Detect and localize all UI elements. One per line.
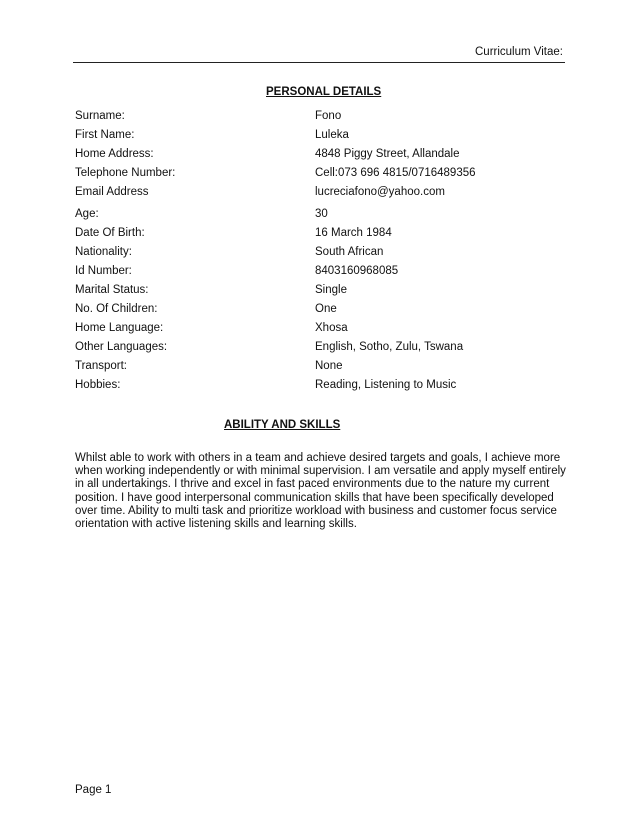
detail-label: Transport: <box>75 360 127 372</box>
detail-label: Surname: <box>75 110 125 122</box>
detail-value: lucreciafono@yahoo.com <box>315 186 445 198</box>
personal-details-list <box>75 108 565 396</box>
personal-details-heading: PERSONAL DETAILS <box>266 86 382 98</box>
detail-value: 8403160968085 <box>315 265 399 277</box>
detail-value: Reading, Listening to Music <box>315 379 457 391</box>
page-number: Page 1 <box>75 784 112 796</box>
detail-row-other-languages <box>75 339 565 358</box>
detail-value: South African <box>315 246 384 258</box>
detail-label: Telephone Number: <box>75 167 176 179</box>
detail-value: 30 <box>315 208 328 220</box>
detail-row-hobbies <box>75 377 565 396</box>
detail-value: 4848 Piggy Street, Allandale <box>315 148 460 160</box>
detail-row-first-name <box>75 127 565 146</box>
detail-value: Xhosa <box>315 322 348 334</box>
detail-row-age <box>75 206 565 225</box>
detail-value: Single <box>315 284 347 296</box>
detail-label: Nationality: <box>75 246 132 258</box>
detail-label: Home Language: <box>75 322 164 334</box>
detail-row-date-of-birth <box>75 225 565 244</box>
detail-row-email <box>75 184 565 203</box>
detail-row-surname <box>75 108 565 127</box>
detail-label: Other Languages: <box>75 341 168 353</box>
ability-skills-heading: ABILITY AND SKILLS <box>224 419 341 431</box>
detail-label: Email Address <box>75 186 149 198</box>
detail-label: Hobbies: <box>75 379 121 391</box>
detail-label: Marital Status: <box>75 284 149 296</box>
detail-label: No. Of Children: <box>75 303 158 315</box>
detail-value: English, Sotho, Zulu, Tswana <box>315 341 464 353</box>
detail-row-telephone <box>75 165 565 184</box>
ability-skills-paragraph: Whilst able to work with others in a team and achieve desired targets and goals, I achieve more when working independently or with minimal supervision. I am versatile and apply myself entirely in all undertakings. I thrive and excel in fast paced environments due to the nature my current position. I have good interpersonal communication skills that have been specifically developed over time. Ability to multi task and prioritize workload with business and customer focus service orientation with active listening skills and learning skills. <box>75 452 566 531</box>
detail-row-nationality <box>75 244 565 263</box>
detail-value: Fono <box>315 110 342 122</box>
detail-value: 16 March 1984 <box>315 227 392 239</box>
detail-row-children <box>75 301 565 320</box>
detail-label: Date Of Birth: <box>75 227 145 239</box>
detail-label: First Name: <box>75 129 135 141</box>
detail-label: Age: <box>75 208 99 220</box>
detail-label: Home Address: <box>75 148 154 160</box>
detail-value: Luleka <box>315 129 349 141</box>
detail-row-home-address <box>75 146 565 165</box>
detail-row-id-number <box>75 263 565 282</box>
detail-label: Id Number: <box>75 265 132 277</box>
header-rule <box>73 62 565 63</box>
detail-row-marital-status <box>75 282 565 301</box>
detail-value: Cell:073 696 4815/0716489356 <box>315 167 476 179</box>
detail-row-transport <box>75 358 565 377</box>
header-title: Curriculum Vitae: <box>475 46 563 58</box>
detail-value: One <box>315 303 337 315</box>
detail-value: None <box>315 360 343 372</box>
detail-row-home-language <box>75 320 565 339</box>
